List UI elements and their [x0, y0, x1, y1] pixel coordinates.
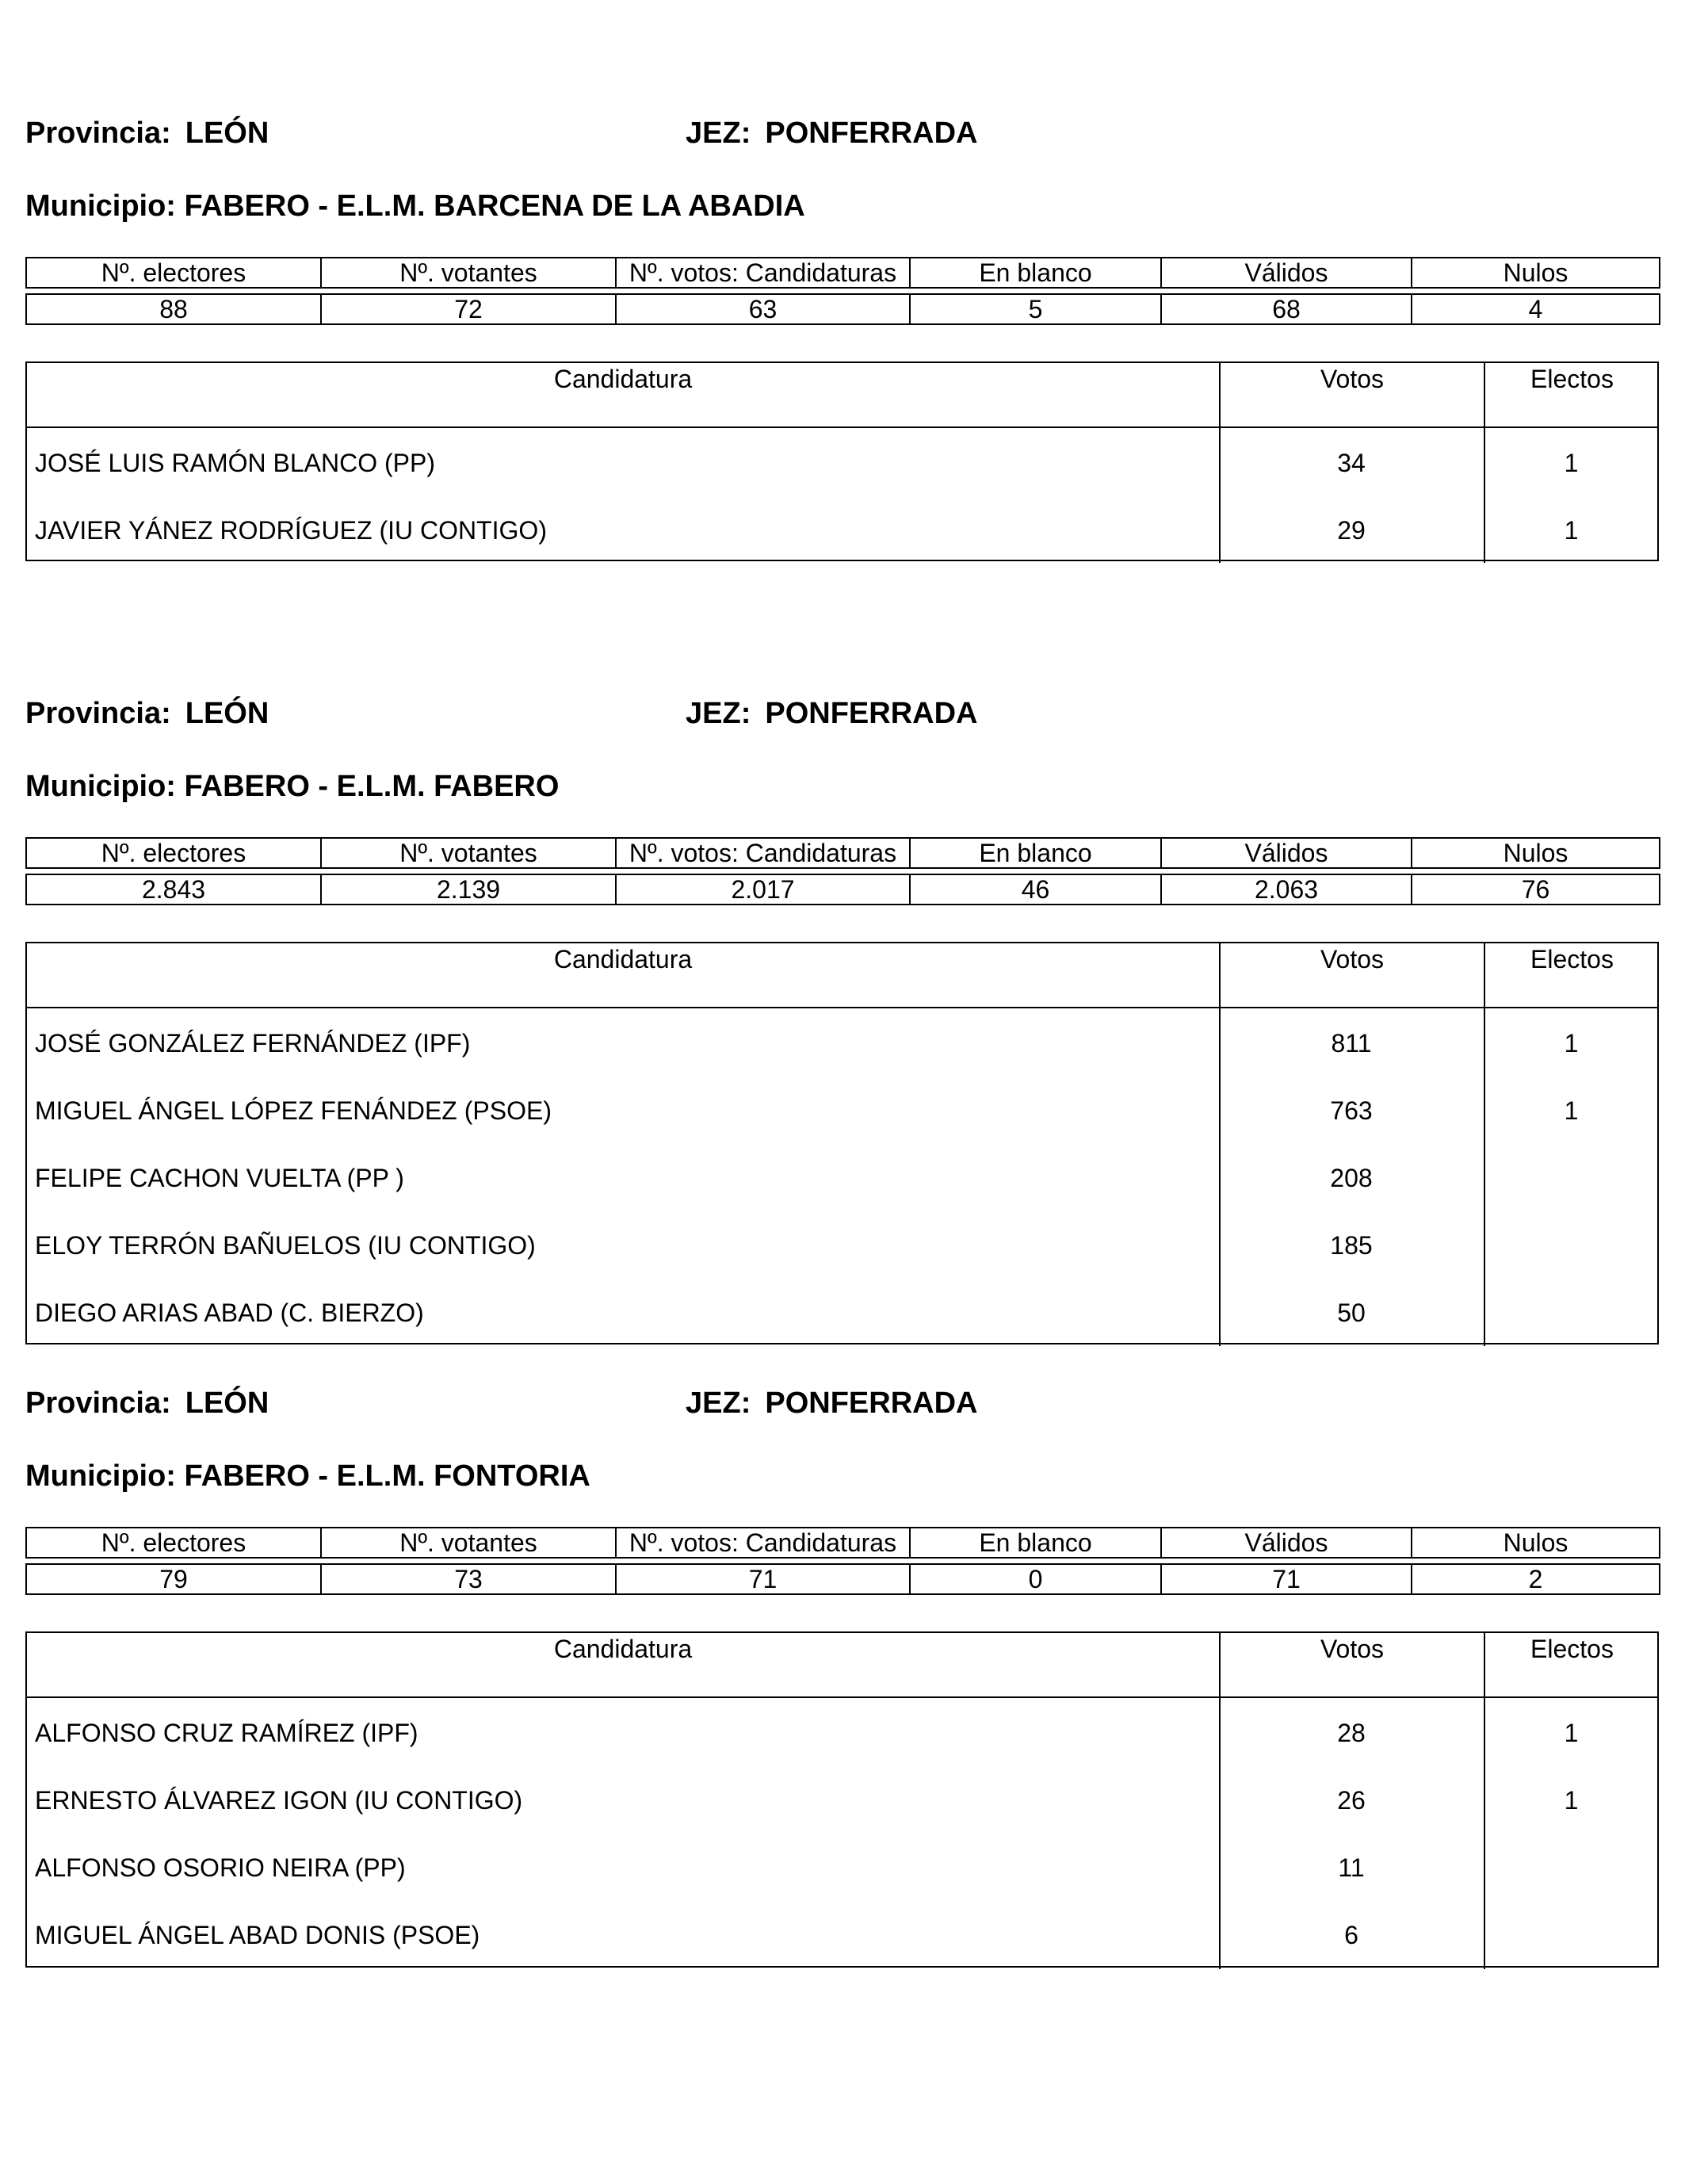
stats-table: [25, 257, 1660, 325]
stats-header-row: [26, 258, 1660, 288]
jez-label: JEZ:: [686, 697, 751, 730]
stat-votos-candidaturas: 2.017: [616, 874, 910, 905]
jez-line: [686, 1386, 977, 1421]
candidate-votos: 29: [1337, 516, 1366, 545]
stat-nulos: 76: [1412, 874, 1660, 905]
candidate-votos: 11: [1338, 1853, 1365, 1882]
jez-line: [686, 116, 977, 151]
municipio-line: [25, 189, 805, 224]
stats-value-row: [26, 294, 1660, 324]
provincia-value: LEÓN: [185, 697, 269, 730]
municipio-label: Municipio:: [25, 1459, 176, 1493]
jez-label: JEZ:: [686, 117, 751, 150]
stat-validos: 71: [1161, 1564, 1412, 1594]
candidate-row: [27, 495, 1657, 563]
candidates-table: [25, 942, 1659, 1344]
header-candidatura: Candidatura: [553, 945, 693, 973]
candidate-row: [27, 1900, 1657, 1968]
stat-votantes: 72: [321, 294, 616, 324]
municipio-value: FABERO - E.L.M. FABERO: [184, 770, 560, 803]
stat-electores: 79: [26, 1564, 321, 1594]
candidate-name: ALFONSO CRUZ RAMÍREZ (IPF): [35, 1719, 418, 1747]
municipio-line: [25, 1459, 590, 1494]
provincia-value: LEÓN: [185, 1387, 269, 1420]
stats-header: Nulos: [1412, 258, 1660, 288]
provincia-label: Provincia:: [25, 117, 171, 150]
municipio-value: FABERO - E.L.M. FONTORIA: [184, 1459, 590, 1493]
candidate-electos: 1: [1564, 1719, 1579, 1747]
stats-header-row: [26, 838, 1660, 868]
header-electos: Electos: [1484, 363, 1659, 426]
stat-nulos: 2: [1412, 1564, 1660, 1594]
candidate-electos: 1: [1564, 1786, 1579, 1815]
stats-header: Nº. votantes: [321, 1528, 616, 1558]
stat-en-blanco: 46: [910, 874, 1161, 905]
stats-header: Nº. electores: [26, 258, 321, 288]
stat-votantes: 73: [321, 1564, 616, 1594]
stat-nulos: 4: [1412, 294, 1660, 324]
stats-value-row: [26, 1564, 1660, 1594]
header-electos: Electos: [1484, 1633, 1659, 1696]
jez-value: PONFERRADA: [765, 1387, 978, 1420]
stats-header: Válidos: [1161, 838, 1412, 868]
candidate-row: [27, 1076, 1657, 1143]
provincia-line: [25, 696, 269, 731]
header-candidatura: Candidatura: [553, 1635, 693, 1663]
candidate-name: FELIPE CACHON VUELTA (PP ): [35, 1164, 404, 1192]
candidates-body: [27, 1008, 1657, 1346]
stats-header: Válidos: [1161, 258, 1412, 288]
stat-validos: 68: [1161, 294, 1412, 324]
candidate-votos: 811: [1331, 1029, 1372, 1058]
candidate-votos: 26: [1337, 1786, 1366, 1815]
stats-header: Nº. votos: Candidaturas: [616, 838, 910, 868]
provincia-line: [25, 116, 269, 151]
candidate-row: [27, 1008, 1657, 1076]
stats-gap: [26, 1558, 1660, 1564]
stats-header-row: [26, 1528, 1660, 1558]
candidate-row: [27, 1765, 1657, 1833]
candidate-name: MIGUEL ÁNGEL LÓPEZ FENÁNDEZ (PSOE): [35, 1096, 552, 1125]
candidates-header-row: [27, 1633, 1657, 1698]
stats-header: Nº. votos: Candidaturas: [616, 258, 910, 288]
stats-header: Nº. electores: [26, 1528, 321, 1558]
municipio-line: [25, 769, 559, 804]
candidate-name: JAVIER YÁNEZ RODRÍGUEZ (IU CONTIGO): [35, 516, 547, 545]
candidates-table: [25, 1631, 1659, 1968]
municipio-label: Municipio:: [25, 189, 176, 223]
stat-en-blanco: 0: [910, 1564, 1161, 1594]
stats-header: Nº. votos: Candidaturas: [616, 1528, 910, 1558]
candidate-electos: 1: [1564, 516, 1579, 545]
candidate-votos: 185: [1330, 1231, 1373, 1260]
header-votos: Votos: [1219, 363, 1484, 426]
stat-en-blanco: 5: [910, 294, 1161, 324]
candidate-name: JOSÉ LUIS RAMÓN BLANCO (PP): [35, 449, 435, 477]
stats-header: Válidos: [1161, 1528, 1412, 1558]
jez-value: PONFERRADA: [765, 697, 978, 730]
candidate-votos: 50: [1337, 1299, 1366, 1327]
header-electos: Electos: [1484, 943, 1659, 1007]
municipio-label: Municipio:: [25, 770, 176, 803]
candidates-table: [25, 361, 1659, 561]
stats-table: [25, 1527, 1660, 1595]
candidate-votos: 763: [1330, 1096, 1373, 1125]
stats-header: Nulos: [1412, 1528, 1660, 1558]
candidate-votos: 208: [1330, 1164, 1373, 1192]
stats-header: Nº. electores: [26, 838, 321, 868]
stat-electores: 88: [26, 294, 321, 324]
candidate-row: [27, 1211, 1657, 1278]
candidate-electos: 1: [1564, 1096, 1579, 1125]
candidate-name: ELOY TERRÓN BAÑUELOS (IU CONTIGO): [35, 1231, 536, 1260]
candidate-name: ERNESTO ÁLVAREZ IGON (IU CONTIGO): [35, 1786, 523, 1815]
provincia-line: [25, 1386, 269, 1421]
stats-gap: [26, 868, 1660, 874]
stat-votos-candidaturas: 71: [616, 1564, 910, 1594]
section-barcena: [25, 111, 1659, 571]
stats-gap: [26, 288, 1660, 294]
stats-header: Nº. votantes: [321, 258, 616, 288]
jez-value: PONFERRADA: [765, 117, 978, 150]
stat-votos-candidaturas: 63: [616, 294, 910, 324]
candidate-row: [27, 1833, 1657, 1900]
section-fabero: [25, 690, 1659, 1364]
candidate-name: ALFONSO OSORIO NEIRA (PP): [35, 1853, 406, 1882]
candidates-body: [27, 1698, 1657, 1969]
candidate-electos: 1: [1564, 449, 1579, 477]
header-votos: Votos: [1219, 943, 1484, 1007]
candidate-row: [27, 428, 1657, 495]
candidate-electos: 1: [1564, 1029, 1579, 1058]
provincia-label: Provincia:: [25, 1387, 171, 1420]
provincia-label: Provincia:: [25, 697, 171, 730]
stat-validos: 2.063: [1161, 874, 1412, 905]
stats-value-row: [26, 874, 1660, 905]
candidate-row: [27, 1698, 1657, 1765]
stats-header: En blanco: [910, 1528, 1161, 1558]
provincia-value: LEÓN: [185, 117, 269, 150]
header-votos: Votos: [1219, 1633, 1484, 1696]
candidate-row: [27, 1278, 1657, 1345]
municipio-value: FABERO - E.L.M. BARCENA DE LA ABADIA: [184, 189, 805, 223]
stat-electores: 2.843: [26, 874, 321, 905]
candidate-votos: 28: [1337, 1719, 1366, 1747]
jez-label: JEZ:: [686, 1387, 751, 1420]
stats-table: [25, 837, 1660, 905]
stats-header: En blanco: [910, 258, 1161, 288]
stats-header: Nº. votantes: [321, 838, 616, 868]
candidates-header-row: [27, 943, 1657, 1008]
candidates-header-row: [27, 363, 1657, 428]
candidates-body: [27, 428, 1657, 563]
candidate-name: DIEGO ARIAS ABAD (C. BIERZO): [35, 1299, 424, 1327]
header-candidatura: Candidatura: [553, 365, 693, 393]
candidate-votos: 6: [1344, 1921, 1358, 1949]
candidate-row: [27, 1143, 1657, 1211]
stat-votantes: 2.139: [321, 874, 616, 905]
section-fontoria: [25, 1379, 1659, 1990]
candidate-name: JOSÉ GONZÁLEZ FERNÁNDEZ (IPF): [35, 1029, 471, 1058]
stats-header: Nulos: [1412, 838, 1660, 868]
candidate-name: MIGUEL ÁNGEL ABAD DONIS (PSOE): [35, 1921, 480, 1949]
jez-line: [686, 696, 977, 731]
stats-header: En blanco: [910, 838, 1161, 868]
candidate-votos: 34: [1337, 449, 1366, 477]
